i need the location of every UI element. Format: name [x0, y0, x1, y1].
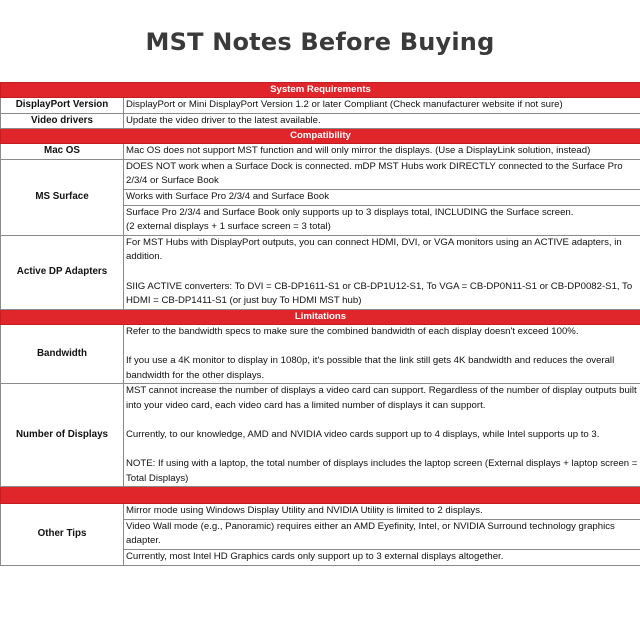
paragraph: Currently, to our knowledge, AMD and NVIDIA video cards support up to 4 displays, while Intel supports up to 3.	[126, 428, 600, 440]
table-row	[1, 324, 640, 383]
row-text-ms-surface-2: Works with Surface Pro 2/3/4 and Surface Book	[124, 189, 640, 205]
row-text-mac-os: Mac OS does not support MST function and will only mirror the displays. (Use a DisplayLink solution, instead)	[124, 144, 640, 160]
row-label-other-tips: Other Tips	[1, 504, 124, 565]
paragraph: For MST Hubs with DisplayPort outputs, you can connect HDMI, DVI, or VGA monitors using an ACTIVE adapters, in addition.	[126, 236, 622, 263]
row-label-video-drivers: Video drivers	[1, 113, 124, 129]
table-row	[1, 504, 640, 520]
section-header-limitations	[1, 309, 640, 324]
paragraph: If you use a 4K monitor to display in 1080p, it's possible that the link still gets 4K bandwidth and reduces the overall bandwidth for the other displays.	[126, 354, 615, 381]
row-text-video-drivers: Update the video driver to the latest available.	[124, 113, 640, 129]
mst-notes-table	[0, 82, 640, 566]
paragraph: MST cannot increase the number of displays a video card can support. Regardless of the number of display outputs built into your video card, each video card has a limited number of displays it can support.	[126, 385, 637, 411]
section-header-system-requirements	[1, 83, 640, 98]
row-text-other-tips-2: Video Wall mode (e.g., Panoramic) requires either an AMD Eyefinity, Intel, or NVIDIA Surround technology graphics adapter.	[124, 519, 640, 549]
table-row	[1, 98, 640, 114]
row-text-other-tips-3: Currently, most Intel HD Graphics cards only support up to 3 external displays altogether.	[124, 550, 640, 566]
row-text-active-dp-adapters	[124, 235, 640, 309]
row-text-bandwidth	[124, 324, 640, 383]
row-text-ms-surface-3	[124, 205, 640, 235]
row-text-number-of-displays	[124, 384, 640, 487]
section-header-empty	[1, 487, 640, 504]
row-text-other-tips-1: Mirror mode using Windows Display Utility and NVIDIA Utility is limited to 2 displays.	[124, 504, 640, 520]
table-row	[1, 159, 640, 189]
section-header-label: System Requirements	[1, 83, 640, 98]
surface-note-line: (2 external displays + 1 surface screen = 3 total)	[126, 221, 331, 233]
surface-note-line: Surface Pro 2/3/4 and Surface Book only supports up to 3 displays total, INCLUDING the Surface screen.	[126, 206, 574, 218]
row-label-displayport-version: DisplayPort Version	[1, 98, 124, 114]
section-header-label: Limitations	[1, 309, 640, 324]
row-label-active-dp-adapters: Active DP Adapters	[1, 235, 124, 309]
row-label-mac-os: Mac OS	[1, 144, 124, 160]
paragraph: SIIG ACTIVE converters: To DVI = CB-DP1611-S1 or CB-DP1U12-S1, To VGA = CB-DP0N11-S1 or CB-DP0082-S1, To HDMI = CB-DP1411-S1 (or just buy To HDMI MST hub)	[126, 280, 633, 307]
table-row	[1, 235, 640, 309]
section-header-label: Compatibility	[1, 129, 640, 144]
row-label-bandwidth: Bandwidth	[1, 324, 124, 383]
section-header-compatibility	[1, 129, 640, 144]
paragraph: NOTE: If using with a laptop, the total number of displays includes the laptop screen (External displays + laptop screen = Total Displays)	[126, 458, 638, 484]
row-text-ms-surface-1: DOES NOT work when a Surface Dock is connected. mDP MST Hubs work DIRECTLY connected to the Surface Pro 2/3/4 or Surface Book	[124, 159, 640, 189]
row-label-number-of-displays: Number of Displays	[1, 384, 124, 487]
row-text-displayport-version: DisplayPort or Mini DisplayPort Version 1.2 or later Compliant (Check manufacturer website if not sure)	[124, 98, 640, 114]
row-label-ms-surface: MS Surface	[1, 159, 124, 235]
table-row	[1, 384, 640, 487]
table-row	[1, 113, 640, 129]
section-header-blank	[1, 487, 640, 504]
paragraph: Refer to the bandwidth specs to make sure the combined bandwidth of each display doesn't exceed 100%.	[126, 325, 579, 337]
page-title: MST Notes Before Buying	[145, 28, 495, 56]
table-row	[1, 144, 640, 160]
